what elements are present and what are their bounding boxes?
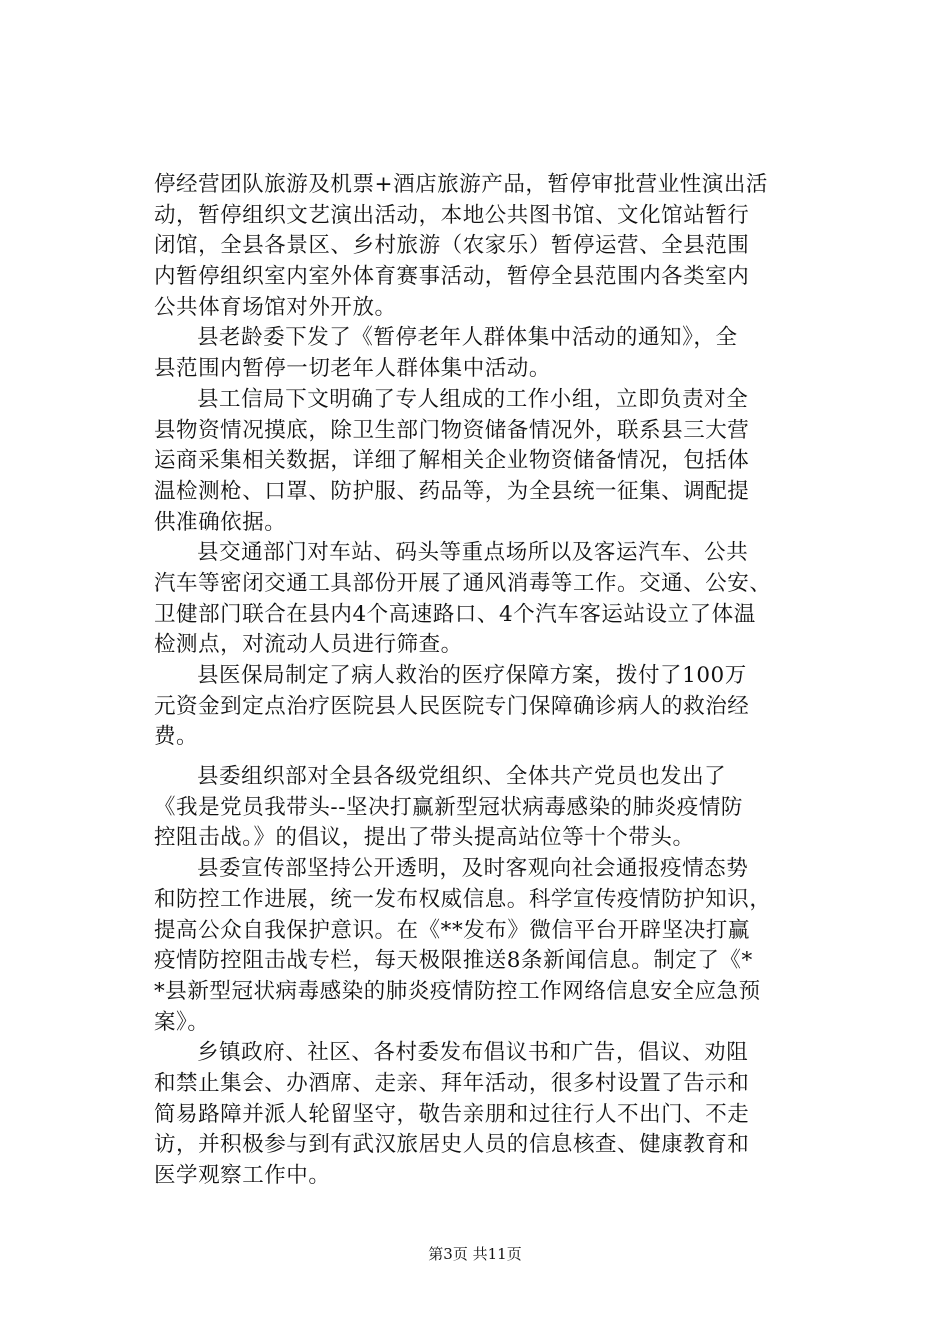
paragraph-line: 《我是党员我带头--坚决打赢新型冠状病毒感染的肺炎疫情防 [154, 794, 743, 820]
paragraph [154, 661, 834, 753]
paragraph-line: 汽车等密闭交通工具部份开展了通风消毒等工作。交通、公安、 [154, 570, 772, 596]
paragraph-line: 县老龄委下发了《暂停老年人群体集中活动的通知》，全 [197, 325, 738, 351]
paragraph-line: 简易路障并派人轮留坚守，敬告亲朋和过往行人不出门、不走 [154, 1101, 750, 1127]
paragraph-line: 动，暂停组织文艺演出活动，本地公共图书馆、文化馆站暂行 [154, 202, 750, 228]
paragraph [154, 762, 834, 854]
paragraph-line: 和禁止集会、办酒席、走亲、拜年活动，很多村设置了告示和 [154, 1070, 750, 1096]
paragraph [154, 538, 834, 661]
paragraph-line: 卫健部门联合在县内4个高速路口、4个汽车客运站设立了体温 [154, 601, 756, 627]
paragraph-line: 访，并积极参与到有武汉旅居史人员的信息核查、健康教育和 [154, 1132, 750, 1158]
paragraph-line: 供准确依据。 [154, 509, 287, 535]
paragraph [154, 1038, 834, 1191]
paragraph-line: 元资金到定点治疗医院县人民医院专门保障确诊病人的救治经 [154, 693, 750, 719]
paragraph [154, 170, 834, 323]
paragraph-line: 闭馆，全县各景区、乡村旅游（农家乐）暂停运营、全县范围 [154, 233, 750, 259]
paragraph [154, 323, 834, 384]
paragraph-line: 县物资情况摸底，除卫生部门物资储备情况外，联系县三大营 [154, 417, 750, 443]
paragraph-line: 乡镇政府、社区、各村委发布倡议书和广告，倡议、劝阻 [197, 1040, 749, 1066]
paragraph [154, 385, 834, 538]
page-footer: 第3页 共11页 [428, 1245, 522, 1263]
paragraph-line: 县工信局下文明确了专人组成的工作小组，立即负责对全 [197, 386, 749, 412]
paragraph-line: 县医保局制定了病人救治的医疗保障方案，拨付了100万 [197, 663, 747, 688]
paragraph-line: 检测点，对流动人员进行筛查。 [154, 632, 463, 658]
paragraph-line: 疫情防控阻击战专栏，每天极限推送8条新闻信息。制定了《* [154, 948, 753, 974]
paragraph-line: *县新型冠状病毒感染的肺炎疫情防控工作网络信息安全应急预 [154, 978, 761, 1004]
paragraph-line: 县委组织部对全县各级党组织、全体共产党员也发出了 [197, 764, 727, 790]
paragraph-line: 内暂停组织室内室外体育赛事活动，暂停全县范围内各类室内 [154, 264, 750, 290]
paragraph-line: 和防控工作进展，统一发布权威信息。科学宣传疫情防护知识， [154, 886, 772, 912]
paragraph-line: 县交通部门对车站、码头等重点场所以及客运汽车、公共 [197, 540, 749, 566]
paragraph [154, 854, 834, 1038]
document-body [154, 170, 834, 1192]
paragraph-line: 县委宣传部坚持公开透明，及时客观向社会通报疫情态势 [197, 856, 749, 882]
paragraph-line: 医学观察工作中。 [154, 1163, 331, 1188]
paragraph-line: 运商采集相关数据，详细了解相关企业物资储备情况，包括体 [154, 448, 750, 474]
paragraph-line: 县范围内暂停一切老年人群体集中活动。 [154, 356, 551, 382]
paragraph-line: 控阻击战。》的倡议，提出了带头提高站位等十个带头。 [154, 825, 695, 851]
paragraph-line: 停经营团队旅游及机票+酒店旅游产品，暂停审批营业性演出活 [154, 172, 768, 197]
paragraph-line: 温检测枪、口罩、防护服、药品等，为全县统一征集、调配提 [154, 478, 750, 504]
paragraph-line: 提高公众自我保护意识。在《**发布》微信平台开辟坚决打赢 [154, 917, 750, 943]
paragraph-line: 公共体育场馆对外开放。 [154, 294, 397, 320]
paragraph-line: 费。 [154, 724, 199, 750]
paragraph-line: 案》。 [154, 1009, 210, 1035]
